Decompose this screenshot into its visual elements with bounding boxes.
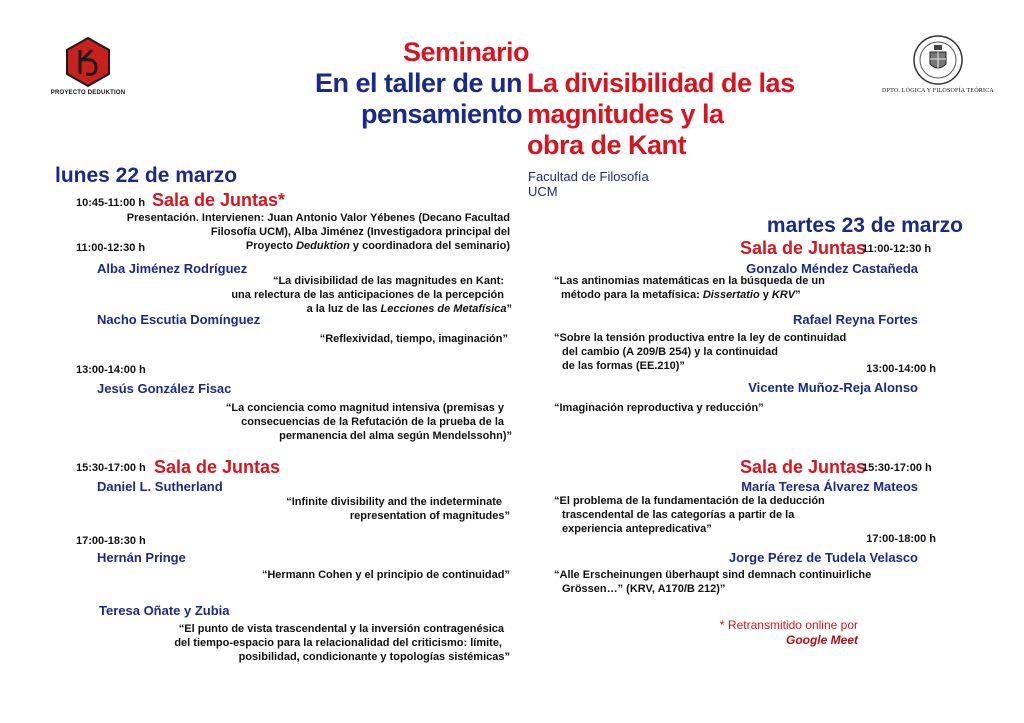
monday-s3-talk-l1: “La conciencia como magnitud intensiva (premisas y xyxy=(225,402,504,414)
monday-s3-speaker: Jesús González Fisac xyxy=(97,381,232,396)
monday-s4-talk-l2: representation of magnitudes” xyxy=(349,510,510,522)
title-right-line1: La divisibilidad de las xyxy=(527,68,795,98)
monday-s2-speaker1: Alba Jiménez Rodríguez xyxy=(97,261,248,276)
monday-s5-talk2-l1: “El punto de vista trascendental y la inversión contragenésica xyxy=(178,623,504,635)
monday-s1-text-l3: Proyecto Deduktion y coordinadora del seminario) xyxy=(245,240,510,252)
deduktion-hexagon-icon xyxy=(62,36,114,88)
monday-s4-talk-l1: “Infinite divisibility and the indeterminate xyxy=(286,496,502,508)
monday-s5-speaker1: Hernán Pringe xyxy=(97,550,186,565)
monday-s5-time: 17:00-18:30 h xyxy=(76,535,146,547)
tuesday-s2-speaker: Vicente Muñoz-Reja Alonso xyxy=(748,380,918,395)
tuesday-s4-speaker: Jorge Pérez de Tudela Velasco xyxy=(728,550,918,565)
tuesday-s3-speaker: María Teresa Álvarez Mateos xyxy=(741,479,918,494)
monday-s3-talk-l2: consecuencias de la Refutación de la prueba de la xyxy=(241,416,504,428)
tuesday-s1-speaker1: Gonzalo Méndez Castañeda xyxy=(746,261,918,276)
title-right-line2: magnitudes y la xyxy=(527,99,724,129)
tuesday-s1-time: 11:00-12:30 h xyxy=(862,243,932,255)
tuesday-s1-talk2-l3: de las formas (EE.210)” xyxy=(562,360,685,372)
tuesday-s4-talk-l2: Grössen…” (KRV, A170/B 212)” xyxy=(562,583,726,595)
monday-s5-talk2-l3: posibilidad, condicionante y topologías sistémicas” xyxy=(238,651,510,663)
tuesday-s1-talk1-l2: método para la metafísica: Dissertatio y KRV” xyxy=(561,289,801,301)
tuesday-s3-talk-l2: trascendental de las categorías a partir de la xyxy=(562,509,795,521)
tuesday-s4-time: 17:00-18:00 h xyxy=(866,533,936,545)
tuesday-s3-talk-l3: experiencia antepredicativa” xyxy=(562,523,712,535)
venue-line2: UCM xyxy=(528,184,558,199)
ucm-logo xyxy=(878,34,998,94)
ucm-seal-icon xyxy=(912,34,964,86)
tuesday-s3-time: 15:30-17:00 h xyxy=(862,462,932,474)
monday-s2-talk1-l2: una relectura de las anticipaciones de la percepción xyxy=(231,289,504,301)
monday-s5-speaker2: Teresa Oñate y Zubia xyxy=(99,603,230,618)
monday-s1-text-l2: Filosofía UCM), Alba Jiménez (Investigadora principal del xyxy=(210,226,510,238)
tuesday-s1-talk1-l1: “Las antinomias matemáticas en la búsqueda de un xyxy=(554,275,825,287)
tuesday-s3-room: Sala de Juntas xyxy=(740,457,867,477)
monday-s4-room: Sala de Juntas xyxy=(154,457,281,477)
monday-s2-talk1-l1: “La divisibilidad de las magnitudes en Kant: xyxy=(272,275,504,287)
venue-line1: Facultad de Filosofía xyxy=(528,169,649,184)
monday-s3-talk-l3: permanencia del alma según Mendelssohn)” xyxy=(279,430,512,442)
online-note: * Retransmitido online por xyxy=(719,618,858,632)
tuesday-s3-talk-l1: “El problema de la fundamentación de la deducción xyxy=(554,495,825,507)
tuesday-heading: martes 23 de marzo xyxy=(766,214,963,237)
monday-s1-time: 10:45-11:00 h xyxy=(76,197,146,209)
monday-s3-time: 13:00-14:00 h xyxy=(76,364,146,376)
monday-s5-talk2-l2: del tiempo-espacio para la relacionalidad del criticismo: límite, xyxy=(174,637,502,649)
tuesday-s4-talk-l1: “Alle Erscheinungen überhaupt sind demnach continuirliche xyxy=(554,569,872,581)
monday-s1-text-l1: Presentación. Intervienen: Juan Antonio Valor Yébenes (Decano Facultad xyxy=(126,212,510,224)
monday-heading: lunes 22 de marzo xyxy=(55,164,238,187)
monday-s4-time: 15:30-17:00 h xyxy=(76,462,146,474)
tuesday-s1-speaker2: Rafael Reyna Fortes xyxy=(793,312,918,327)
tuesday-s1-talk2-l1: “Sobre la tensión productiva entre la ley de continuidad xyxy=(554,332,847,344)
tuesday-s2-time: 13:00-14:00 h xyxy=(866,363,936,375)
dept-caption: DPTO. LÓGICA Y FILOSOFÍA TEÓRICA xyxy=(882,88,994,94)
monday-s2-talk1-l3: a la luz de las Lecciones de Metafísica” xyxy=(306,303,512,315)
monday-s2-talk2: “Reflexividad, tiempo, imaginación” xyxy=(319,333,508,345)
online-platform: Google Meet xyxy=(785,633,858,647)
deduktion-logo xyxy=(48,36,128,96)
monday-s1-room: Sala de Juntas* xyxy=(152,190,286,210)
monday-s5-talk1: “Hermann Cohen y el principio de continuidad” xyxy=(261,569,510,581)
title-left-line1: En el taller de un xyxy=(314,68,522,98)
title-left-line2: pensamiento xyxy=(360,99,522,129)
monday-s2-time: 11:00-12:30 h xyxy=(76,242,146,254)
title-right-line3: obra de Kant xyxy=(527,130,687,160)
deduktion-caption: PROYECTO DEDUKTION xyxy=(50,90,126,96)
tuesday-s2-talk: “Imaginación reproductiva y reducción” xyxy=(554,402,764,414)
tuesday-s1-talk2-l2: del cambio (A 209/B 254) y la continuidad xyxy=(562,346,778,358)
seminar-label: Seminario xyxy=(403,37,530,67)
tuesday-s1-room: Sala de Juntas xyxy=(740,238,867,258)
monday-s4-speaker: Daniel L. Sutherland xyxy=(97,479,223,494)
monday-s2-speaker2: Nacho Escutia Domínguez xyxy=(97,312,261,327)
